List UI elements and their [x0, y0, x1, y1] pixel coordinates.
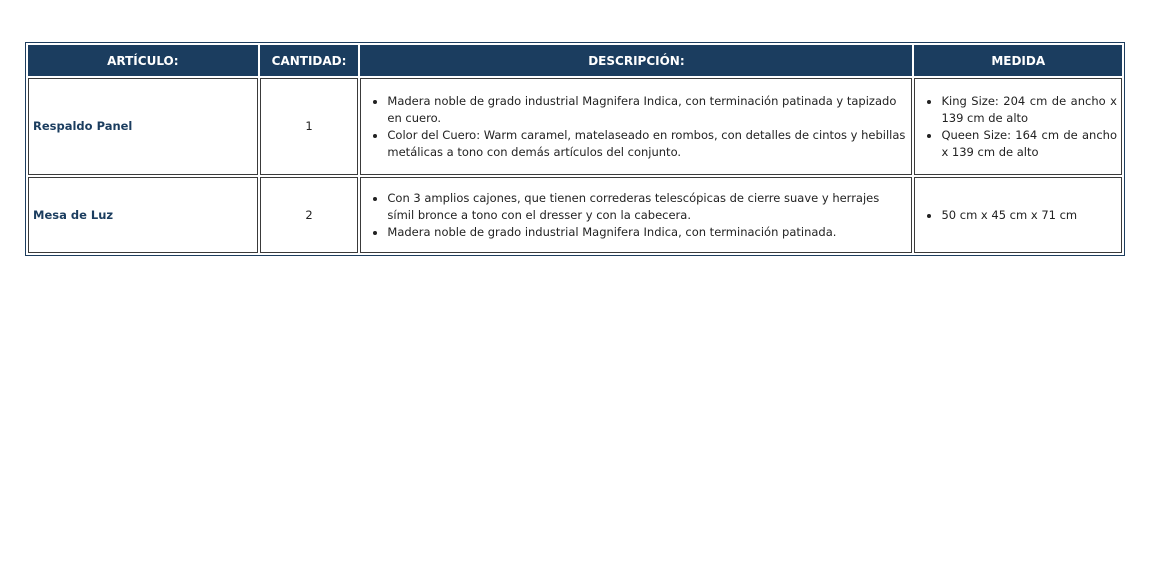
item-name: Mesa de Luz — [28, 177, 258, 253]
description-list — [361, 93, 911, 161]
measurement-bullet: • Queen Size: 164 cm de ancho x 139 cm de alto — [941, 127, 1117, 161]
table-row — [28, 78, 1122, 175]
item-measurements — [914, 78, 1122, 175]
measurement-bullet: • 50 cm x 45 cm x 71 cm — [941, 207, 1117, 224]
description-bullet: • Con 3 amplios cajones, que tienen correderas telescópicas de cierre suave y herrajes símil bronce a tono con el dresser y con la cabecera. — [387, 190, 907, 224]
table-header-row — [28, 45, 1122, 76]
header-cantidad: CANTIDAD: — [260, 45, 359, 76]
description-bullet: • Madera noble de grado industrial Magnifera Indica, con terminación patinada. — [387, 224, 907, 241]
description-bullet: • Madera noble de grado industrial Magnifera Indica, con terminación patinada y tapizado en cuero. — [387, 93, 907, 127]
measurement-list — [915, 93, 1121, 161]
item-description — [360, 78, 912, 175]
table-row — [28, 177, 1122, 253]
item-measurements — [914, 177, 1122, 253]
description-bullet: • Color del Cuero: Warm caramel, matelaseado en rombos, con detalles de cintos y hebillas metálicas a tono con demás artículos del conjunto. — [387, 127, 907, 161]
measurement-bullet: • King Size: 204 cm de ancho x 139 cm de alto — [941, 93, 1117, 127]
product-spec-table — [25, 42, 1125, 256]
header-medida: MEDIDA — [914, 45, 1122, 76]
item-quantity: 1 — [260, 78, 359, 175]
item-description — [360, 177, 912, 253]
header-descripcion: DESCRIPCIÓN: — [360, 45, 912, 76]
header-articulo: ARTÍCULO: — [28, 45, 258, 76]
item-quantity: 2 — [260, 177, 359, 253]
description-list — [361, 190, 911, 241]
item-name: Respaldo Panel — [28, 78, 258, 175]
measurement-list — [915, 207, 1121, 224]
